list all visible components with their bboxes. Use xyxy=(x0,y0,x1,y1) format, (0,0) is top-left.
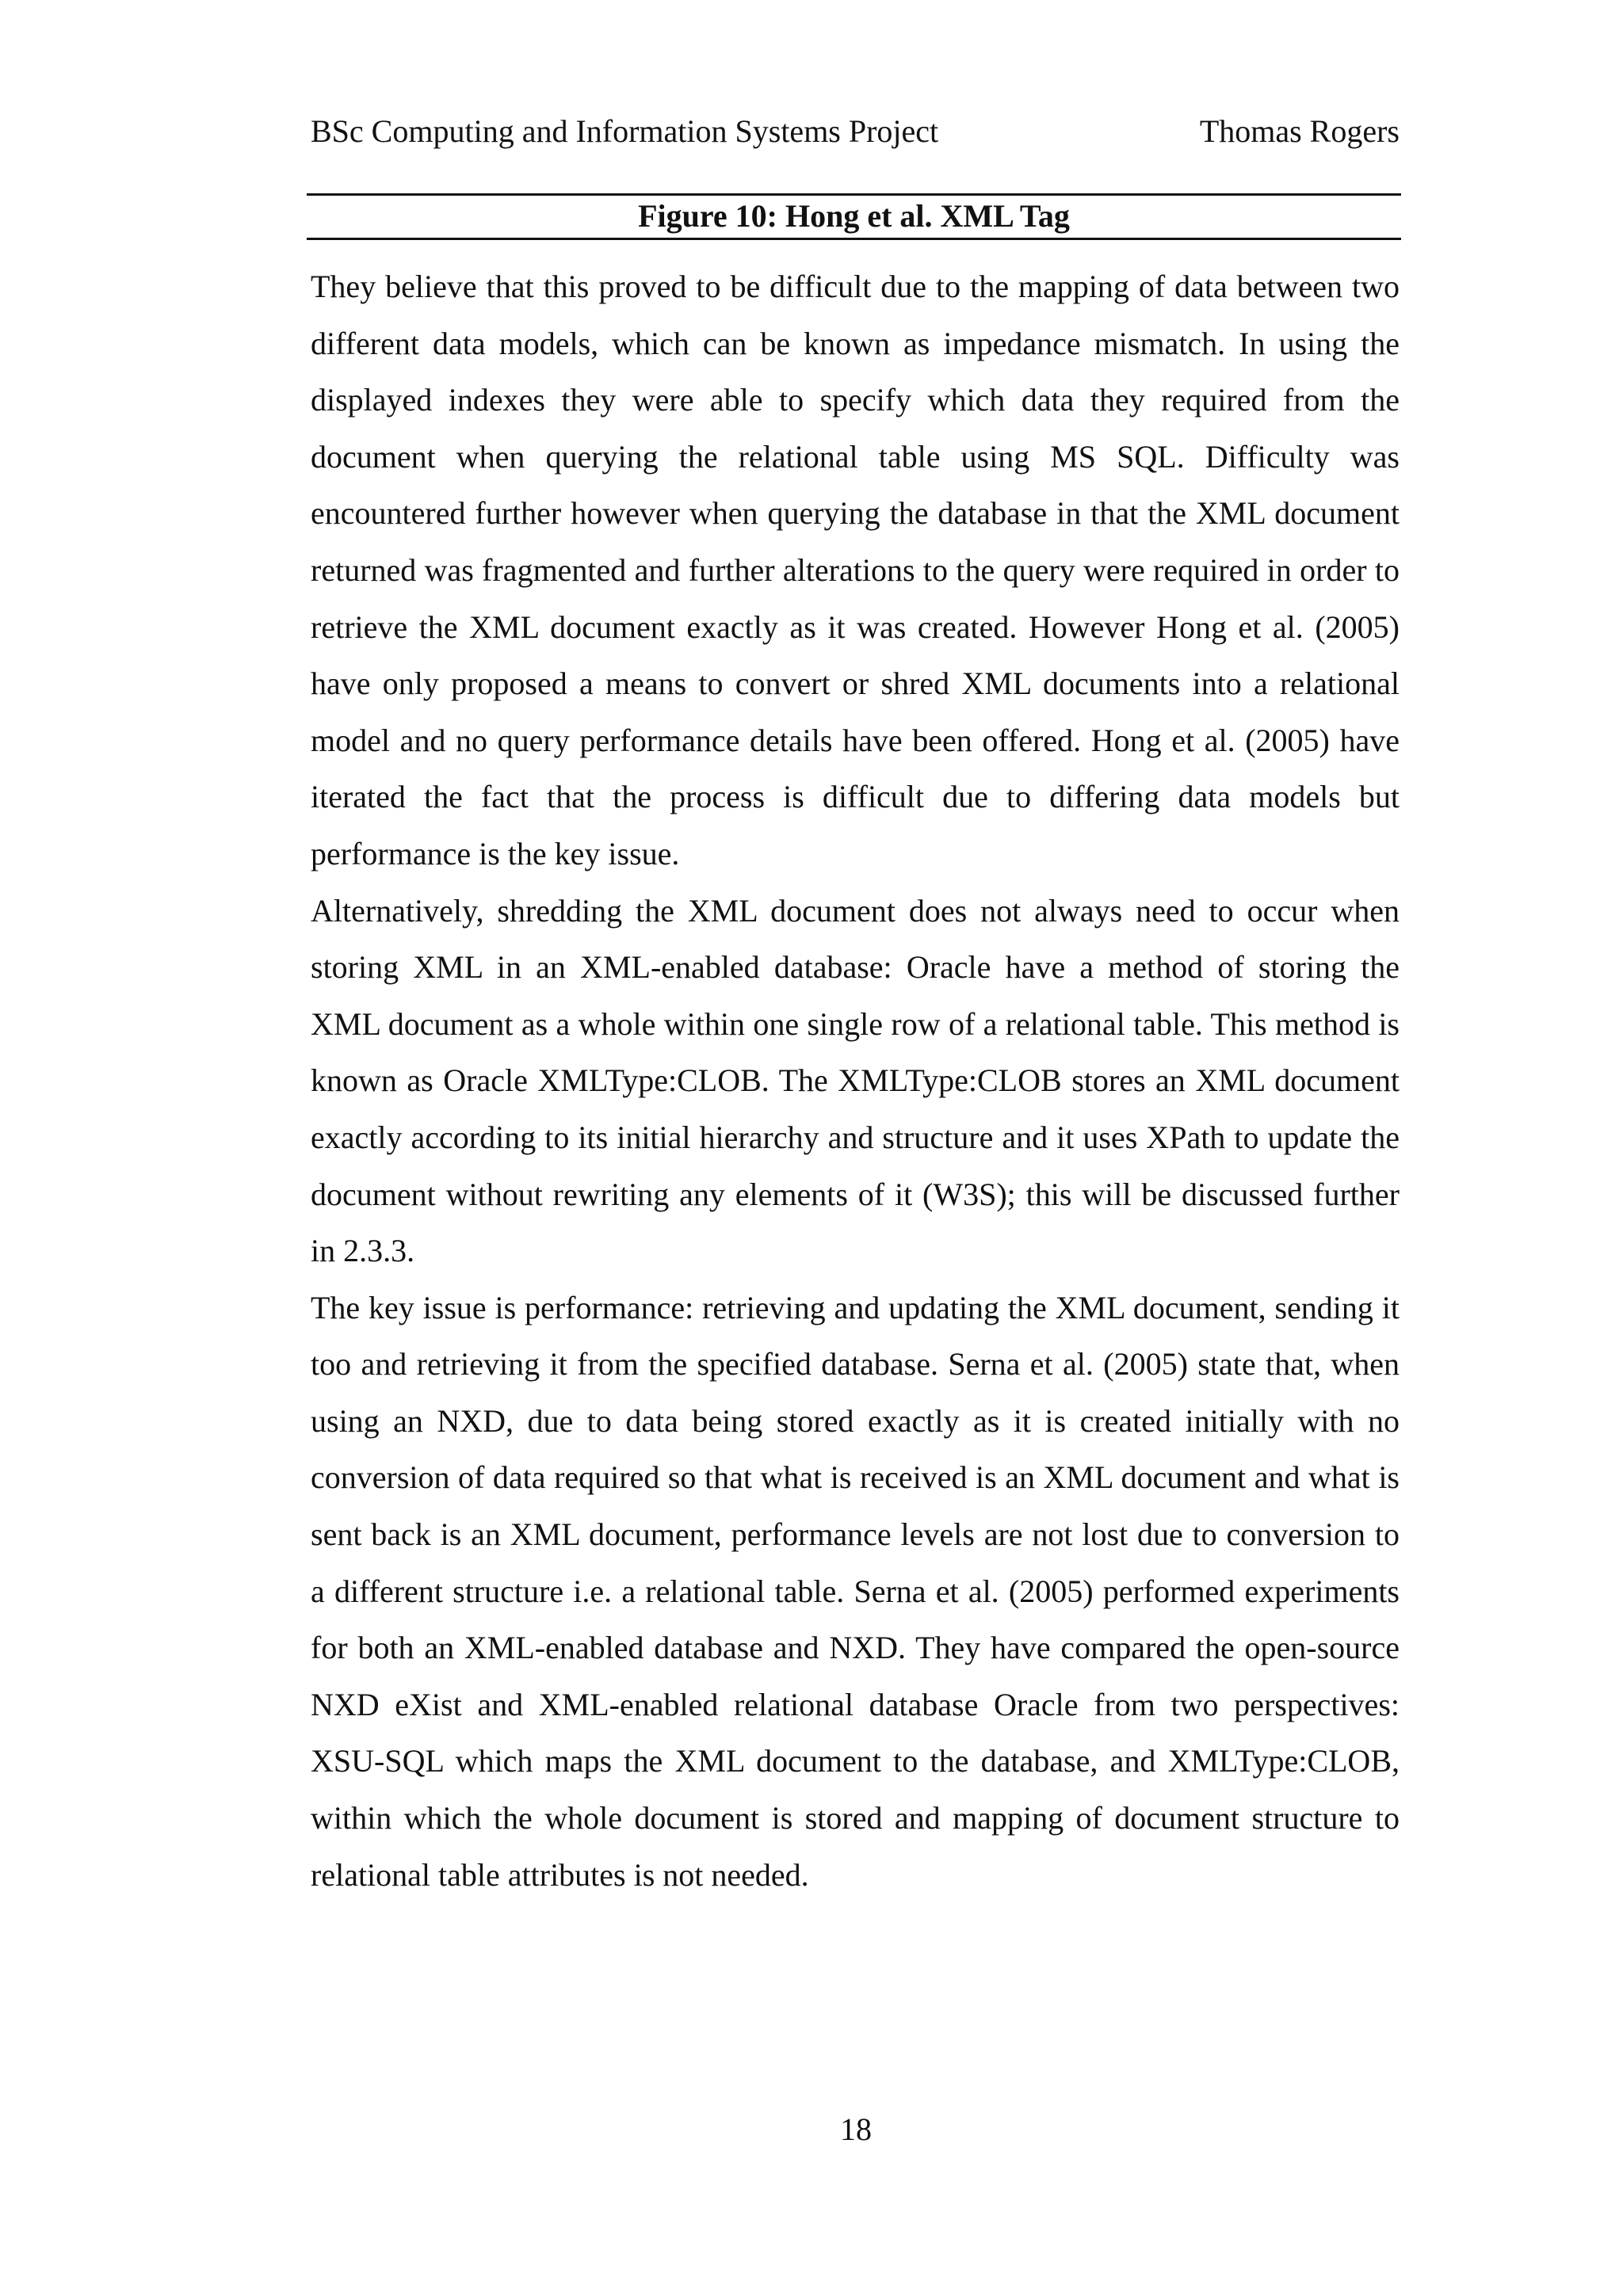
page-header xyxy=(311,109,1400,154)
header-author: Thomas Rogers xyxy=(1199,113,1400,149)
caption-rule-bottom xyxy=(307,238,1401,240)
paragraph-3: The key issue is performance: retrieving and updating the XML document, sending it too and retrieving it from the specified database. Serna et al. (2005) state that, when using an NXD, due to data being stored exactly as it is created initially with no conversion of data required so that what is received is an XML document and what is sent back is an XML document, performance levels are not lost due to conversion to a different structure i.e. a relational table. Serna et al. (2005) performed experiments for both an XML-enabled database and NXD. They have compared the open-source NXD eXist and XML-enabled relational database Oracle from two perspectives: XSU-SQL which maps the XML document to the database, and XMLType:CLOB, within which the whole document is stored and mapping of document structure to relational table attributes is not needed. xyxy=(311,1289,1400,1893)
figure-caption: Figure 10: Hong et al. XML Tag xyxy=(638,198,1070,234)
body-text xyxy=(311,258,1400,1903)
paragraph-1: They believe that this proved to be difficult due to the mapping of data between two different data models, which can be known as impedance mismatch. In using the displayed indexes they were able to specify which data they required from the document when querying the relational table using MS SQL. Difficulty was encountered further however when querying the database in that the XML document returned was fragmented and further alterations to the query were required in order to retrieve the XML document exactly as it was created. However Hong et al. (2005) have only proposed a means to convert or shred XML documents into a relational model and no query performance details have been offered. Hong et al. (2005) have iterated the fact that the process is difficult due to differing data models but performance is the key issue. xyxy=(311,269,1400,871)
page-number: 18 xyxy=(840,2111,872,2147)
header-project-title: BSc Computing and Information Systems Project xyxy=(311,113,939,149)
paragraph-2: Alternatively, shredding the XML document does not always need to occur when storing XML in an XML-enabled database: Oracle have a method of storing the XML document as a whole within one single row of a relational table. This method is known as Oracle XMLType:CLOB. The XMLType:CLOB stores an XML document exactly according to its initial hierarchy and structure and it uses XPath to update the document without rewriting any elements of it (W3S); this will be discussed further in 2.3.3. xyxy=(311,892,1400,1269)
